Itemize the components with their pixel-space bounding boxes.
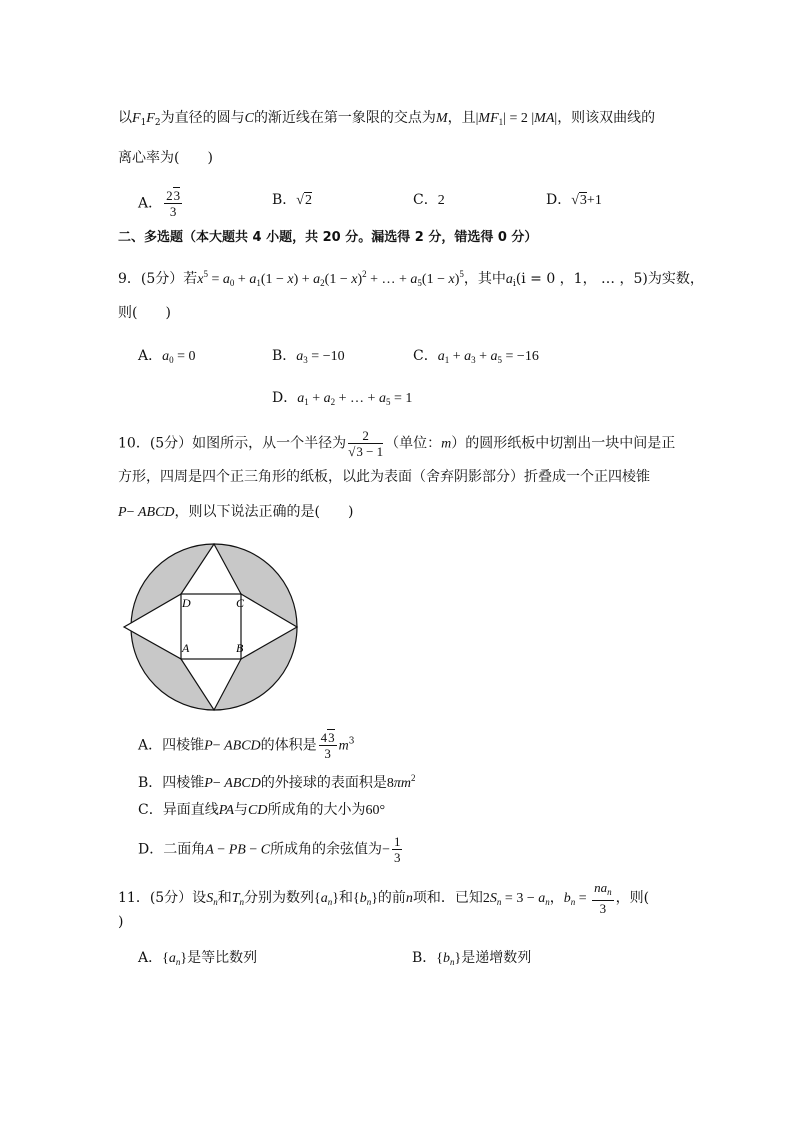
q11-line-1: 11．(5分）设$S_n$和$T_n$分别为数列$\{a_n\}$和$\{b_n\}$的前n项和．已知$2S_n = 3 - a_n$，$b_n$ = $\frac{na_n}{3}$ ，则( (118, 880, 650, 916)
q9-option-c: C．$a_1 + a_3 + a_5 = -16$ (413, 348, 539, 365)
q10-option-b: B．四棱锥P− ABCD的外接球的表面积是$8\pi m^2$ (138, 773, 416, 791)
label-c: C (236, 596, 245, 610)
q9-option-d: D．$a_1 + a_2$ + … + $a_5 = 1$ (272, 390, 413, 407)
q9-option-b: B．$a_3 = -10$ (272, 348, 345, 365)
q8-option-c: C．2 (413, 192, 445, 208)
q9-line-2: 则( ) (118, 305, 171, 321)
q8-option-a: A． $\frac{23}{3}$ (138, 188, 181, 219)
q9-line-1: 9．(5分）若$x^5 = a_0 + a_1(1 - x) + a_2(1 - x)^2$ + … + $a_5(1 - x)^5$，其中$a_i(i = 0$ ，1， … ，5)为实数， (118, 269, 704, 289)
q8-option-b: B．√2 (272, 192, 312, 208)
q11-option-b: B．$\{b_n\}$是递增数列 (412, 950, 532, 967)
q10-option-c: C．异面直线PA与CD所成角的大小为60° (138, 802, 386, 818)
q10-line-3: P− ABCD，则以下说法正确的是( ) (118, 504, 354, 520)
label-d: D (182, 596, 191, 610)
section-header-multi-choice: 二、多选题（本大题共 4 小题，共 20 分。漏选得 2 分，错选得 0 分） (118, 230, 538, 245)
q11-line-2: ) (118, 914, 124, 930)
q9-option-a: A．$a_0 = 0$ (138, 348, 196, 365)
q10-line-2: 方形，四周是四个正三角形的纸板，以此为表面（舍弃阴影部分）折叠成一个正四棱锥 (118, 469, 650, 485)
q10-line-1: 10．(5分）如图所示，从一个半径为 $\frac{2}{√3 - 1}$ （单位：m）的圆形纸板中切割出一块中间是正 (118, 428, 676, 459)
q8-line-2: 离心率为( ) (118, 150, 213, 166)
label-b: B (236, 641, 244, 655)
label-a: A (182, 641, 190, 655)
q8-option-d: D．√3+1 (546, 192, 602, 208)
q10-option-d: D．二面角A − PB − C所成角的余弦值为− $\frac{1}{3}$ (138, 834, 401, 865)
q11-option-a: A．$\{a_n\}$是等比数列 (138, 950, 258, 967)
q10-figure (118, 540, 310, 722)
q8-line-1: 以$F_1F_2$为直径的圆与C的渐近线在第一象限的交点为M，且$|MF_1| = 2$ |MA|，则该双曲线的 (118, 110, 656, 128)
q10-option-a: A．四棱锥P− ABCD的体积是 $\frac{43}{3}$ $m^3$ (138, 730, 355, 761)
